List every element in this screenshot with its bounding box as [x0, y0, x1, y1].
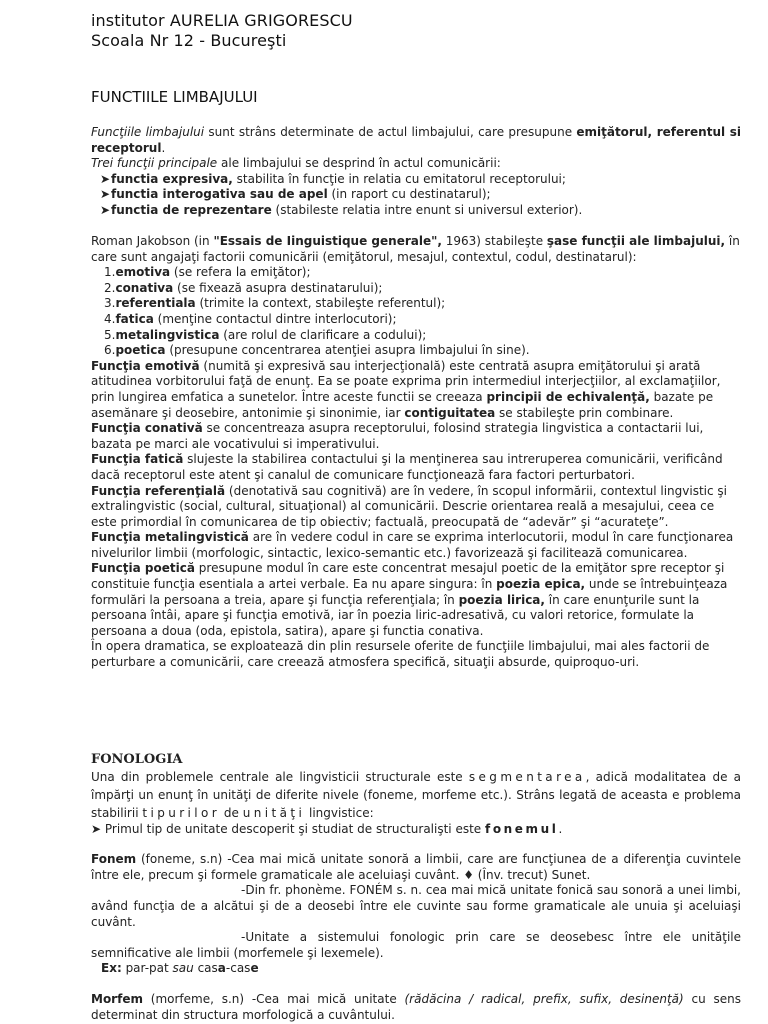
phatic-paragraph: Funcţia fatică slujeste la stabilirea contactului şi la menţinerea sau intreruperea comunicării, verificând dacă receptorul este atent şi canalul de comunicare funcţionează fara factori perturbatori.: [91, 452, 723, 482]
function-item: 4.fatica (menţine contactul dintre interlocutori);: [104, 311, 397, 326]
spacer: [91, 977, 741, 992]
fonem-definition-2: -Din fr. phonème. FONÉM s. n. cea mai mică unitate fonică sau sonoră a unei limbi, având funcţia de a alcătui şi de a deosebi între ele cuvinte sau forme gramaticale ale unuia şi aceluiaşi cuvânt.: [91, 883, 741, 929]
school-line: Scoala Nr 12 - Bucureşti: [91, 31, 287, 50]
function-item: 1.emotiva (se refera la emiţător);: [104, 265, 311, 280]
emotive-paragraph: Funcţia emotivă (numită şi expresivă sau interjecţională) este centrată asupra emiţătorului şi arată atitudinea vorbitorului faţă de enunţ. Ea se poate exprima prin intermediul interjecţiilor, al exclamaţiilor, prin lungirea emfatica a sunetelor. Între aceste functii se creeaza principii de echivalenţă, bazate pe asemănare şi deosebire, antonimie şi sinonimie, iar contiguitatea se stabileşte prin combinare.: [91, 358, 721, 420]
arrow-bullet-icon: ➤: [100, 187, 111, 202]
list-item: ➤functia de reprezentare (stabileste relatia intre enunt si universul exterior).: [100, 202, 583, 217]
function-item: 6.poetica (presupune concentrarea atenţiei asupra limbajului în sine).: [104, 343, 530, 358]
functions-section: [91, 234, 741, 671]
intro-paragraph-2: Trei funcţii principale ale limbajului se desprind în actul comunicării:: [91, 156, 501, 171]
function-item: 2.conativa (se fixează asupra destinatarului);: [104, 280, 383, 295]
page-title: FUNCTIILE LIMBAJULUI: [91, 88, 258, 106]
poetic-paragraph: Funcţia poetică presupune modul în care este concentrat mesajul poetic de la emiţător spre receptor şi constituie funcţia esentiala a artei verbale. Ea nu apare singura: în poezia epica, unde se întrebuinţeaza formulări la persoana a treia, apare şi funcţia referenţiala; în poezia lirica, în care enunţurile sunt la persoana întâi, apare şi funcţia emotivă, iar în poezia liric-adresativă, cu valori retorice, formulate la persoana a doua (oda, epistola, satira), apare şi functia conativa.: [91, 561, 728, 638]
fonologia-section: [91, 752, 741, 1023]
fonem-definition-3: -Unitate a sistemului fonologic prin care se deosebesc între ele unităţile semnificative ale limbii (morfemele şi lexemele).: [91, 930, 741, 960]
function-item: 3.referentiala (trimite la context, stabileşte referentul);: [104, 296, 446, 311]
fonem-definition: Fonem (foneme, s.n) -Cea mai mică unitate sonoră a limbii, care are funcţiunea de a diferenţia cuvintele între ele, precum şi formele gramaticale ale aceluiaşi cuvânt. ♦ (Înv. trecut) Sunet.: [91, 852, 741, 882]
example-line: Ex: par-pat sau casa-case: [101, 961, 259, 976]
segmentation-paragraph: Una din problemele centrale ale lingvisticii structurale este segmentarea, adică modalitatea de a împărţi un enunţ în unităţi de diferite nivele (foneme, morfeme etc.). Strâns legată de aceasta e problema stabilirii tipurilor de unităţi lingvistice:: [91, 769, 741, 820]
drama-paragraph: În opera dramatica, se exploatează din plin resurselе oferite de funcţiile limbajului, mai ales factorii de perturbare a comunicării, care creează atmosfera specifică, situaţii absurde, quiproquo-uri.: [91, 639, 710, 670]
section-heading: FONOLOGIA: [91, 752, 183, 767]
conative-paragraph: Funcţia conativă se concentreaza asupra receptorului, folosind strategia lingvistica a contactarii lui, bazata pe marci ale vocativului si imperativului.: [91, 421, 704, 451]
metalinguistic-paragraph: Funcţia metalingvistică are în vedere codul in care se exprima interlocutorii, modul în care funcţionarea nivelurilor limbii (morfologic, sintactic, lexico-semantic etc.) favorizează şi facilitează comunicarea.: [91, 530, 734, 560]
spacer: [91, 837, 741, 852]
morfem-definition: Morfem (morfeme, s.n) -Cea mai mică unitate (rădăcina / radical, prefix, sufix, desinenţă) cu sens determinat din structura morfologică a cuvântului.: [91, 991, 741, 1022]
intro-section: [91, 125, 741, 219]
author-line: institutor AURELIA GRIGORESCU: [91, 11, 353, 30]
jakobson-paragraph: Roman Jakobson (in "Essais de Iinguistique generale", 1963) stabileşte şase funcţii ale limbajului, în care sunt angajaţi factorii comunicării (emiţătorul, mesajul, contextul, codul, destinatarul):: [91, 234, 740, 264]
function-item: 5.metalingvistica (are rolul de clarificare a codului);: [104, 327, 427, 342]
list-item: ➤ Primul tip de unitate descoperit şi studiat de structuralişti este fonemul.: [91, 821, 563, 836]
arrow-bullet-icon: ➤: [91, 821, 102, 836]
referential-paragraph: Funcţia referenţială (denotativă sau cognitivă) are în vedere, în scopul informării, contextul lingvistic şi extralingvistic (social, cultural, situaţional) al comunicării. Descrie orientarea reală a mesajului, ceea ce este primordial în comunicarea de tip obiectiv; factuală, preocupată de “adevăr” şi “acurateţe”.: [91, 483, 727, 529]
arrow-bullet-icon: ➤: [100, 171, 111, 186]
list-item: ➤functia interogativa sau de apel (in raport cu destinatarul);: [100, 187, 491, 202]
intro-paragraph: Funcţiile limbajului sunt strâns determinate de actul limbajului, care presupune emiţătorul, referentul si receptorul.: [91, 125, 741, 155]
list-item: ➤functia expresiva, stabilita în funcţie in relatia cu emitatorul receptorului;: [100, 171, 566, 186]
arrow-bullet-icon: ➤: [100, 202, 111, 217]
